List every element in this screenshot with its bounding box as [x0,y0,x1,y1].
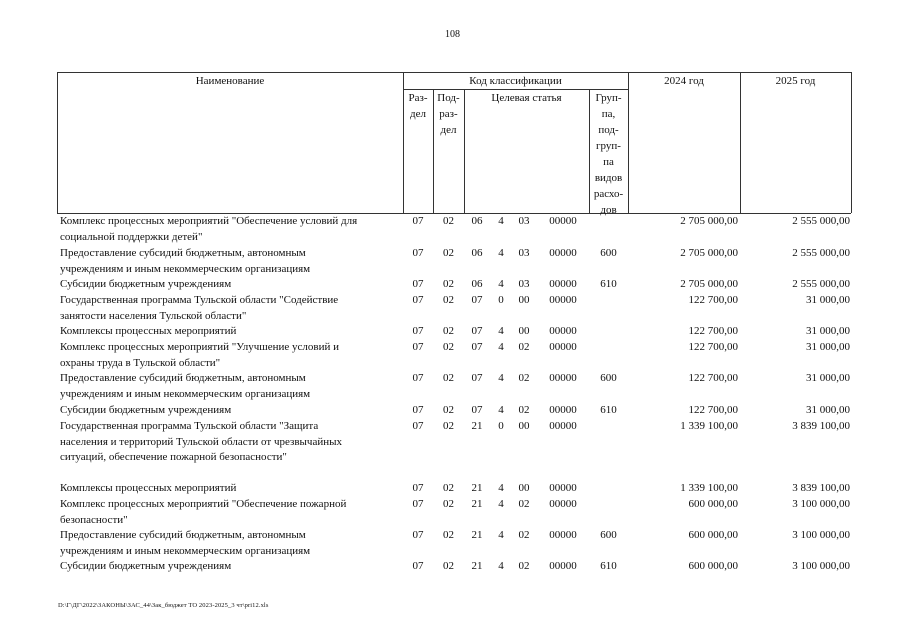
cell-name: Комплекс процессных мероприятий "Обеспечение пожарной безопасности" [60,498,347,526]
cell-name: Предоставление субсидий бюджетным, автономным учреждениям и иным некоммерческим организациям [60,372,311,400]
cell-y2024: 600 000,00 [688,498,738,510]
cell-cs3: 02 [518,372,530,384]
cell-cs1: 21 [471,420,483,432]
cell-vr: 600 [600,529,617,541]
cell-cs3: 00 [518,482,530,494]
cell-name: Государственная программа Тульской области "Содействие занятости населения Тульской области" [60,294,339,322]
cell-vr: 610 [600,404,617,416]
cell-cs1: 21 [471,498,483,510]
cell-razdel: 07 [412,341,424,353]
cell-name: Предоставление субсидий бюджетным, автономным учреждениям и иным некоммерческим организациям [60,247,311,275]
cell-y2024: 122 700,00 [688,341,738,353]
cell-y2025: 31 000,00 [806,404,850,416]
cell-cs2: 0 [498,420,504,432]
cell-cs1: 06 [471,215,483,227]
cell-cs4: 00000 [549,215,577,227]
cell-name: Субсидии бюджетным учреждениям [60,404,232,416]
cell-cs4: 00000 [549,560,577,572]
cell-cs1: 21 [471,482,483,494]
cell-cs4: 00000 [549,529,577,541]
cell-razdel: 07 [412,325,424,337]
cell-y2024: 1 339 100,00 [680,482,738,494]
cell-y2024: 122 700,00 [688,372,738,384]
cell-y2024: 2 705 000,00 [680,278,738,290]
header-year-2025: 2025 год [775,75,816,87]
cell-razdel: 07 [412,529,424,541]
cell-cs2: 0 [498,294,504,306]
page-number: 108 [445,29,460,40]
cell-cs1: 21 [471,560,483,572]
cell-name: Предоставление субсидий бюджетным, автономным учреждениям и иным некоммерческим организациям [60,529,311,557]
cell-vr: 600 [600,247,617,259]
cell-y2024: 2 705 000,00 [680,215,738,227]
cell-podrazdel: 02 [443,215,454,227]
cell-podrazdel: 02 [443,529,454,541]
cell-y2024: 600 000,00 [688,560,738,572]
header-divider-code [628,72,629,213]
footer-file-path: D:\Г\ДГ\2022\ЗАКОНЫ\ЗАС_44\Зак_бюджет ТО 2023-2025_3 чт\pri12.xls [58,602,269,609]
cell-vr: 600 [600,372,617,384]
cell-name: Комплексы процессных мероприятий [60,482,237,494]
cell-y2024: 2 705 000,00 [680,247,738,259]
cell-cs3: 00 [518,294,530,306]
cell-cs2: 4 [498,372,504,384]
header-name: Наименование [195,75,265,87]
cell-cs4: 00000 [549,372,577,384]
cell-y2025: 3 839 100,00 [792,482,850,494]
cell-y2025: 31 000,00 [806,294,850,306]
cell-razdel: 07 [412,482,424,494]
cell-cs2: 4 [498,482,504,494]
cell-cs3: 03 [518,215,530,227]
header-divider-year [740,72,741,213]
cell-podrazdel: 02 [443,247,454,259]
cell-y2025: 31 000,00 [806,372,850,384]
cell-cs3: 00 [518,325,530,337]
cell-y2025: 2 555 000,00 [792,215,850,227]
cell-cs1: 07 [471,372,483,384]
cell-cs2: 4 [498,498,504,510]
cell-cs1: 06 [471,278,483,290]
cell-razdel: 07 [412,215,424,227]
header-code: Код классификации [469,75,562,87]
cell-cs3: 03 [518,278,530,290]
cell-cs4: 00000 [549,404,577,416]
header-right-border [851,72,852,213]
cell-y2025: 2 555 000,00 [792,247,850,259]
cell-podrazdel: 02 [443,560,454,572]
cell-vr: 610 [600,560,617,572]
cell-cs2: 4 [498,325,504,337]
cell-cs3: 02 [518,404,530,416]
header-podrazdel: Под- раз- дел [437,92,460,136]
cell-cs1: 07 [471,325,483,337]
cell-cs4: 00000 [549,341,577,353]
cell-cs1: 06 [471,247,483,259]
cell-y2025: 3 839 100,00 [792,420,850,432]
cell-name: Комплекс процессных мероприятий "Обеспечение условий для социальной поддержки детей" [60,215,358,243]
cell-y2024: 122 700,00 [688,325,738,337]
cell-razdel: 07 [412,404,424,416]
cell-cs4: 00000 [549,278,577,290]
header-target-article: Целевая статья [491,92,562,104]
cell-podrazdel: 02 [443,278,454,290]
cell-cs4: 00000 [549,247,577,259]
header-razdel: Раз- дел [408,92,428,120]
cell-cs3: 00 [518,420,530,432]
cell-cs2: 4 [498,247,504,259]
cell-razdel: 07 [412,560,424,572]
cell-y2024: 1 339 100,00 [680,420,738,432]
cell-podrazdel: 02 [443,341,454,353]
cell-cs2: 4 [498,560,504,572]
cell-razdel: 07 [412,372,424,384]
cell-name: Комплексы процессных мероприятий [60,325,237,337]
cell-y2025: 2 555 000,00 [792,278,850,290]
cell-cs4: 00000 [549,325,577,337]
cell-vr: 610 [600,278,617,290]
cell-cs2: 4 [498,341,504,353]
cell-cs2: 4 [498,529,504,541]
header-left-border [57,72,58,213]
cell-cs4: 00000 [549,498,577,510]
cell-cs1: 07 [471,294,483,306]
cell-cs3: 02 [518,529,530,541]
header-group: Груп- па, под- груп- па видов расхо- дов [593,92,624,216]
cell-cs1: 07 [471,404,483,416]
cell-razdel: 07 [412,420,424,432]
cell-podrazdel: 02 [443,294,454,306]
cell-name: Комплекс процессных мероприятий "Улучшение условий и охраны труда в Тульской области" [60,341,340,369]
cell-y2025: 31 000,00 [806,341,850,353]
cell-y2025: 3 100 000,00 [792,498,850,510]
cell-y2024: 122 700,00 [688,294,738,306]
cell-cs3: 02 [518,341,530,353]
cell-cs3: 02 [518,560,530,572]
cell-name: Субсидии бюджетным учреждениям [60,278,232,290]
cell-cs4: 00000 [549,420,577,432]
cell-cs3: 03 [518,247,530,259]
cell-y2025: 3 100 000,00 [792,529,850,541]
cell-podrazdel: 02 [443,404,454,416]
cell-podrazdel: 02 [443,325,454,337]
cell-cs3: 02 [518,498,530,510]
cell-podrazdel: 02 [443,482,454,494]
cell-y2024: 122 700,00 [688,404,738,416]
cell-cs4: 00000 [549,294,577,306]
cell-name: Субсидии бюджетным учреждениям [60,560,232,572]
cell-y2025: 31 000,00 [806,325,850,337]
cell-razdel: 07 [412,498,424,510]
cell-podrazdel: 02 [443,420,454,432]
cell-cs2: 4 [498,404,504,416]
cell-cs4: 00000 [549,482,577,494]
cell-razdel: 07 [412,247,424,259]
header-divider-podrazdel [464,89,465,213]
cell-podrazdel: 02 [443,372,454,384]
cell-podrazdel: 02 [443,498,454,510]
cell-razdel: 07 [412,278,424,290]
cell-cs2: 4 [498,278,504,290]
cell-cs1: 21 [471,529,483,541]
cell-name: Государственная программа Тульской области "Защита населения и территорий Тульской области от чрезвычайных ситуаций, обеспечение пожарной безопасности" [60,420,343,464]
cell-y2024: 600 000,00 [688,529,738,541]
cell-cs2: 4 [498,215,504,227]
cell-cs1: 07 [471,341,483,353]
cell-y2025: 3 100 000,00 [792,560,850,572]
cell-razdel: 07 [412,294,424,306]
header-year-2024: 2024 год [664,75,704,87]
